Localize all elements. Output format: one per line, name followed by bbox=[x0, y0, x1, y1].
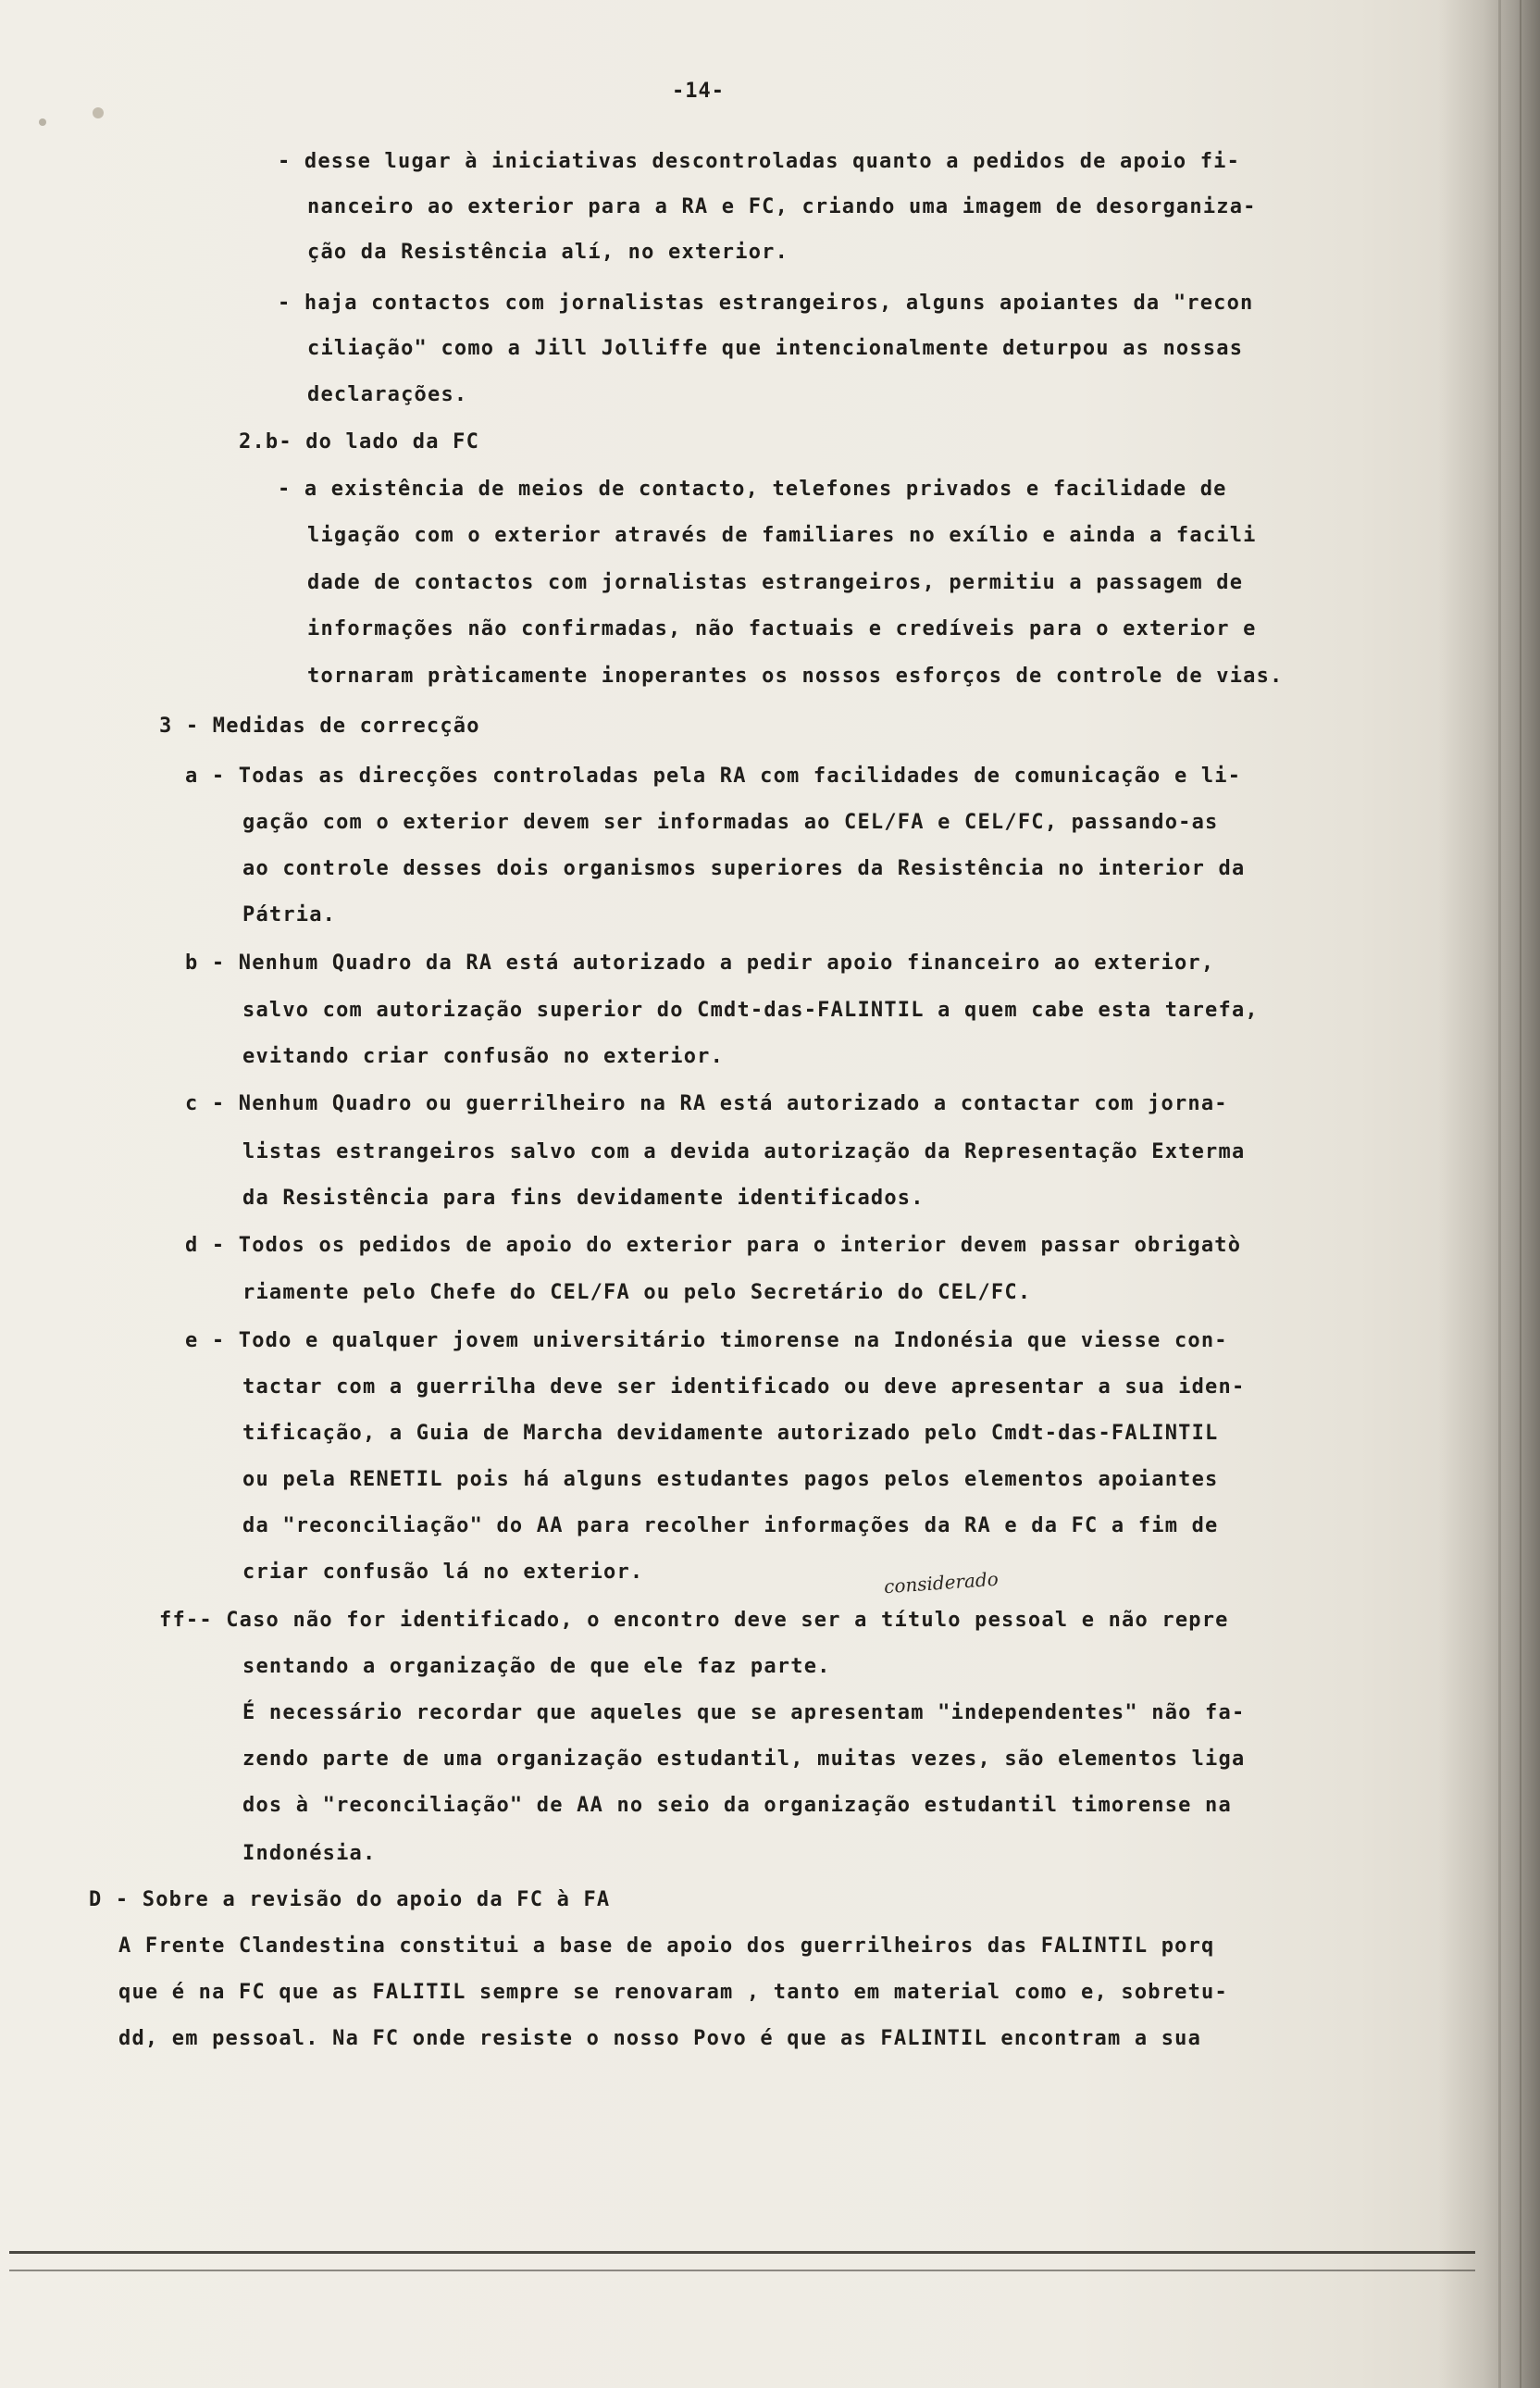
handwritten-annotation: considerado bbox=[883, 1567, 1000, 1598]
text-line: a - Todas as direcções controladas pela RA com facilidades de comunicação e li- bbox=[185, 765, 1242, 788]
text-line: da Resistência para fins devidamente identificados. bbox=[242, 1187, 925, 1210]
text-line: ciliação" como a Jill Jolliffe que intencionalmente deturpou as nossas bbox=[307, 337, 1244, 360]
text-line: dos à "reconciliação" de AA no seio da organização estudantil timorense na bbox=[242, 1794, 1232, 1817]
section-heading: 2.b- do lado da FC bbox=[239, 430, 480, 454]
text-line: salvo com autorização superior do Cmdt-das-FALINTIL a quem cabe esta tarefa, bbox=[242, 999, 1259, 1022]
page-number: -14- bbox=[672, 80, 725, 103]
text-line: nanceiro ao exterior para a RA e FC, criando uma imagem de desorganiza- bbox=[307, 195, 1257, 218]
punch-hole-mark bbox=[39, 118, 46, 126]
text-line: declarações. bbox=[307, 383, 468, 406]
text-line: ou pela RENETIL pois há alguns estudantes pagos pelos elementos apoiantes bbox=[242, 1468, 1219, 1491]
text-line: - haja contactos com jornalistas estrangeiros, alguns apoiantes da "recon bbox=[278, 292, 1254, 315]
text-line: c - Nenhum Quadro ou guerrilheiro na RA está autorizado a contactar com jorna- bbox=[185, 1092, 1228, 1115]
section-heading: D - Sobre a revisão do apoio da FC à FA bbox=[89, 1888, 611, 1911]
edge-stripe bbox=[1498, 0, 1501, 2388]
text-line: e - Todo e qualquer jovem universitário timorense na Indonésia que viesse con- bbox=[185, 1329, 1228, 1352]
text-line: evitando criar confusão no exterior. bbox=[242, 1045, 725, 1068]
text-line: gação com o exterior devem ser informadas ao CEL/FA e CEL/FC, passando-as bbox=[242, 811, 1219, 834]
text-line: tificação, a Guia de Marcha devidamente autorizado pelo Cmdt-das-FALINTIL bbox=[242, 1422, 1219, 1445]
text-line: b - Nenhum Quadro da RA está autorizado a pedir apoio financeiro ao exterior, bbox=[185, 951, 1215, 975]
text-line: criar confusão lá no exterior. bbox=[242, 1561, 644, 1584]
text-line: listas estrangeiros salvo com a devida autorização da Representação Exterma bbox=[242, 1140, 1246, 1163]
section-heading: 3 - Medidas de correcção bbox=[159, 715, 480, 738]
page-edge-shadow bbox=[1438, 0, 1540, 2388]
text-line: ção da Resistência alí, no exterior. bbox=[307, 241, 789, 264]
punch-hole-mark bbox=[93, 107, 104, 118]
text-line: Indonésia. bbox=[242, 1842, 377, 1865]
text-line: zendo parte de uma organização estudantil, muitas vezes, são elementos liga bbox=[242, 1747, 1246, 1771]
text-line: Pátria. bbox=[242, 903, 337, 927]
text-line: - a existência de meios de contacto, telefones privados e facilidade de bbox=[278, 478, 1227, 501]
text-line: dade de contactos com jornalistas estrangeiros, permitiu a passagem de bbox=[307, 571, 1244, 594]
text-line: riamente pelo Chefe do CEL/FA ou pelo Secretário do CEL/FC. bbox=[242, 1281, 1032, 1304]
bottom-rule bbox=[9, 2251, 1475, 2254]
text-line: tactar com a guerrilha deve ser identificado ou deve apresentar a sua iden- bbox=[242, 1375, 1246, 1399]
text-line: dd, em pessoal. Na FC onde resiste o nosso Povo é que as FALINTIL encontram a sua bbox=[118, 2027, 1202, 2050]
text-line: A Frente Clandestina constitui a base de apoio dos guerrilheiros das FALINTIL porq bbox=[118, 1934, 1215, 1958]
text-line: tornaram pràticamente inoperantes os nossos esforços de controle de vias. bbox=[307, 665, 1284, 688]
text-line: sentando a organização de que ele faz parte. bbox=[242, 1655, 831, 1678]
text-line: da "reconciliação" do AA para recolher informações da RA e da FC a fim de bbox=[242, 1514, 1219, 1537]
text-line: ligação com o exterior através de familiares no exílio e ainda a facili bbox=[307, 524, 1257, 547]
text-line: informações não confirmadas, não factuais e credíveis para o exterior e bbox=[307, 617, 1257, 641]
text-line: ao controle desses dois organismos superiores da Resistência no interior da bbox=[242, 857, 1246, 880]
text-line: - desse lugar à iniciativas descontroladas quanto a pedidos de apoio fi- bbox=[278, 150, 1241, 173]
text-line: ff-- Caso não for identificado, o encontro deve ser a título pessoal e não repre bbox=[159, 1609, 1229, 1632]
bottom-rule bbox=[9, 2270, 1475, 2271]
edge-stripe bbox=[1520, 0, 1521, 2388]
text-line: que é na FC que as FALITIL sempre se renovaram , tanto em material como e, sobretu- bbox=[118, 1981, 1228, 2004]
text-line: É necessário recordar que aqueles que se apresentam "independentes" não fa- bbox=[242, 1701, 1246, 1724]
text-line: d - Todos os pedidos de apoio do exterior para o interior devem passar obrigatò bbox=[185, 1234, 1242, 1257]
